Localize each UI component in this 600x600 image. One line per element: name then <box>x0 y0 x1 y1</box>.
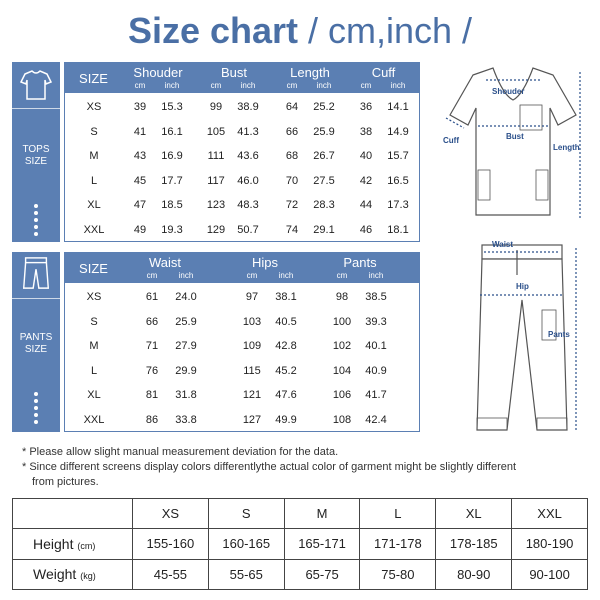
value-cell: 104 <box>332 364 352 377</box>
tops-col-header: Cuff <box>371 65 396 80</box>
table-row <box>65 126 419 142</box>
size-header-cell: S <box>208 499 284 529</box>
value-cell: 41 <box>133 125 147 138</box>
shoulder-label: Shouder <box>492 87 525 96</box>
weight-row <box>13 559 588 589</box>
value-cell: 49 <box>133 223 147 236</box>
value-cell: 16.9 <box>161 150 183 162</box>
unit-inch: inch <box>178 271 194 280</box>
tops-col-header: Shouder <box>133 65 183 80</box>
value-cell: 40 <box>359 150 373 162</box>
value-cell: 28.3 <box>313 199 335 211</box>
height-unit: (cm) <box>77 540 96 551</box>
table-row <box>65 291 419 307</box>
value-cell: 64 <box>285 101 299 113</box>
value-cell: 18.5 <box>161 199 183 211</box>
tops-side-panel <box>12 62 60 242</box>
size-cell: XL <box>87 389 101 401</box>
height-weight-table <box>12 498 588 590</box>
value-cell: 40.1 <box>365 340 387 352</box>
weight-value: 65-75 <box>284 559 360 589</box>
value-cell: 102 <box>332 340 352 352</box>
value-cell: 72 <box>285 199 299 211</box>
value-cell: 29.9 <box>175 364 197 377</box>
value-cell: 40.5 <box>275 315 297 328</box>
weight-value: 80-90 <box>436 559 512 589</box>
value-cell: 16.5 <box>387 174 409 187</box>
pants-length-label: Pants <box>548 330 570 339</box>
note-1: * Please allow slight manual measurement deviation for the data. <box>22 446 339 458</box>
value-cell: 38 <box>359 125 373 138</box>
size-header-cell: XL <box>436 499 512 529</box>
value-cell: 25.2 <box>313 101 335 113</box>
value-cell: 46 <box>359 223 373 236</box>
value-cell: 17.7 <box>161 174 183 187</box>
note-2: * Since different screens display colors differentlythe actual color of garment might be slightly different <box>22 461 517 473</box>
height-value: 178-185 <box>436 529 512 559</box>
value-cell: 47.6 <box>275 389 297 401</box>
size-cell: M <box>89 150 99 162</box>
height-value: 171-178 <box>360 529 436 559</box>
size-cell: XS <box>86 101 102 113</box>
weight-label-cell <box>13 559 133 589</box>
notes <box>22 445 516 490</box>
size-cell: S <box>90 315 98 328</box>
table-row <box>65 199 419 215</box>
shirt-icon <box>19 68 53 102</box>
bust-label: Bust <box>506 132 524 141</box>
table-row <box>65 389 419 405</box>
unit-inch: inch <box>240 81 256 90</box>
value-cell: 16.1 <box>161 125 183 138</box>
value-cell: 97 <box>245 291 259 303</box>
value-cell: 106 <box>332 389 352 401</box>
value-cell: 24.0 <box>175 291 197 303</box>
weight-value: 45-55 <box>133 559 209 589</box>
value-cell: 50.7 <box>237 223 259 236</box>
value-cell: 105 <box>206 125 226 138</box>
unit-cm: cm <box>210 81 222 90</box>
value-cell: 25.9 <box>313 125 335 138</box>
value-cell: 40.9 <box>365 364 387 377</box>
height-value: 155-160 <box>133 529 209 559</box>
value-cell: 74 <box>285 223 299 236</box>
tops-size-label: TOPS SIZE <box>22 144 50 167</box>
value-cell: 14.9 <box>387 125 409 138</box>
value-cell: 66 <box>285 125 299 138</box>
unit-cm: cm <box>360 81 372 90</box>
tops-col-header: Bust <box>220 65 247 80</box>
tops-table-header <box>65 63 419 93</box>
weight-value: 90-100 <box>512 559 588 589</box>
table-corner <box>13 499 133 529</box>
dots-icon <box>33 392 39 427</box>
value-cell: 31.8 <box>175 389 197 401</box>
value-cell: 33.8 <box>175 413 197 426</box>
value-cell: 123 <box>206 199 226 211</box>
dots-icon <box>33 204 39 239</box>
value-cell: 15.7 <box>387 150 409 162</box>
value-cell: 70 <box>285 174 299 187</box>
weight-value: 55-65 <box>208 559 284 589</box>
pants-icon <box>19 256 53 290</box>
value-cell: 36 <box>359 101 373 113</box>
value-cell: 66 <box>145 315 159 328</box>
value-cell: 39.3 <box>365 315 387 328</box>
value-cell: 41.3 <box>237 125 259 138</box>
weight-value: 75-80 <box>360 559 436 589</box>
value-cell: 49.9 <box>275 413 297 426</box>
value-cell: 127 <box>242 413 262 426</box>
value-cell: 71 <box>145 340 159 352</box>
value-cell: 115 <box>243 364 261 377</box>
waist-label: Waist <box>492 240 514 249</box>
value-cell: 25.9 <box>175 315 197 328</box>
unit-inch: inch <box>316 81 332 90</box>
table-row <box>65 316 419 332</box>
height-value: 160-165 <box>208 529 284 559</box>
value-cell: 108 <box>332 413 352 426</box>
value-cell: 47 <box>133 199 147 211</box>
pants-diagram <box>462 240 598 440</box>
pants-table <box>64 252 420 432</box>
value-cell: 111 <box>207 150 225 162</box>
value-cell: 81 <box>145 389 159 401</box>
height-label-cell <box>13 529 133 559</box>
size-header-cell: XXL <box>512 499 588 529</box>
size-header-cell: XS <box>133 499 209 529</box>
value-cell: 42 <box>359 174 373 187</box>
pants-size-label: PANTS SIZE <box>19 332 53 355</box>
value-cell: 14.1 <box>387 101 409 113</box>
hip-label: Hip <box>516 282 529 291</box>
tops-size-header: SIZE <box>79 71 108 86</box>
value-cell: 117 <box>207 174 225 187</box>
value-cell: 86 <box>145 413 159 426</box>
height-value: 180-190 <box>512 529 588 559</box>
value-cell: 99 <box>209 101 223 113</box>
value-cell: 27.9 <box>175 340 197 352</box>
value-cell: 26.7 <box>313 150 335 162</box>
value-cell: 76 <box>145 364 159 377</box>
height-row <box>13 529 588 559</box>
unit-inch: inch <box>164 81 180 90</box>
pants-col-header: Pants <box>343 255 377 270</box>
value-cell: 29.1 <box>313 223 335 236</box>
table-row <box>65 224 419 240</box>
size-cell: XL <box>87 199 101 211</box>
size-cell: XS <box>86 291 102 303</box>
unit-inch: inch <box>390 81 406 90</box>
page-title <box>0 10 600 52</box>
value-cell: 43.6 <box>237 150 259 162</box>
value-cell: 38.9 <box>237 101 259 113</box>
weight-unit: (kg) <box>80 571 96 582</box>
value-cell: 46.0 <box>237 174 259 187</box>
height-label: Height <box>33 535 74 552</box>
table-row <box>65 414 419 430</box>
value-cell: 39 <box>133 101 147 113</box>
title-normal: / cm,inch / <box>298 10 473 51</box>
unit-cm: cm <box>134 81 146 90</box>
value-cell: 42.4 <box>365 413 387 426</box>
value-cell: 98 <box>335 291 349 303</box>
height-value: 165-171 <box>284 529 360 559</box>
pants-size-header: SIZE <box>79 261 108 276</box>
unit-cm: cm <box>146 271 158 280</box>
size-cell: XXL <box>83 413 105 426</box>
value-cell: 45.2 <box>275 364 297 377</box>
value-cell: 109 <box>242 340 262 352</box>
value-cell: 44 <box>359 199 373 211</box>
value-cell: 103 <box>242 315 262 328</box>
value-cell: 17.3 <box>387 199 409 211</box>
value-cell: 18.1 <box>387 223 409 236</box>
value-cell: 45 <box>133 174 147 187</box>
length-label: Length <box>553 143 580 152</box>
value-cell: 27.5 <box>313 174 335 187</box>
tops-col-header: Length <box>290 65 330 80</box>
unit-cm: cm <box>246 271 258 280</box>
unit-cm: cm <box>336 271 348 280</box>
pants-side-panel <box>12 252 60 432</box>
value-cell: 42.8 <box>275 340 297 352</box>
value-cell: 61 <box>145 291 159 303</box>
value-cell: 38.1 <box>275 291 297 303</box>
table-row <box>65 175 419 191</box>
value-cell: 68 <box>285 150 299 162</box>
size-header-cell: L <box>360 499 436 529</box>
pants-col-header: Waist <box>148 255 182 270</box>
size-cell: XXL <box>83 223 105 236</box>
tops-table <box>64 62 420 242</box>
unit-cm: cm <box>286 81 298 90</box>
table-row <box>65 150 419 166</box>
pants-col-header: Hips <box>251 255 278 270</box>
value-cell: 43 <box>133 150 147 162</box>
table-row <box>65 365 419 381</box>
size-cell: L <box>90 174 98 187</box>
unit-inch: inch <box>278 271 294 280</box>
unit-inch: inch <box>368 271 384 280</box>
title-bold: Size chart <box>127 10 299 51</box>
weight-label: Weight <box>33 566 77 583</box>
size-cell: S <box>90 125 98 138</box>
value-cell: 41.7 <box>365 389 387 401</box>
value-cell: 48.3 <box>237 199 259 211</box>
value-cell: 15.3 <box>161 101 183 113</box>
value-cell: 121 <box>242 389 262 401</box>
value-cell: 100 <box>332 315 352 328</box>
note-2-cont: from pictures. <box>32 476 99 488</box>
size-cell: L <box>90 364 98 377</box>
size-cell: M <box>89 340 99 352</box>
table-header-row <box>13 499 588 529</box>
size-header-cell: M <box>284 499 360 529</box>
value-cell: 19.3 <box>161 223 183 236</box>
table-row <box>65 101 419 117</box>
table-row <box>65 340 419 356</box>
value-cell: 38.5 <box>365 291 387 303</box>
value-cell: 129 <box>206 223 226 236</box>
cuff-label: Cuff <box>443 136 459 145</box>
pants-table-header <box>65 253 419 283</box>
